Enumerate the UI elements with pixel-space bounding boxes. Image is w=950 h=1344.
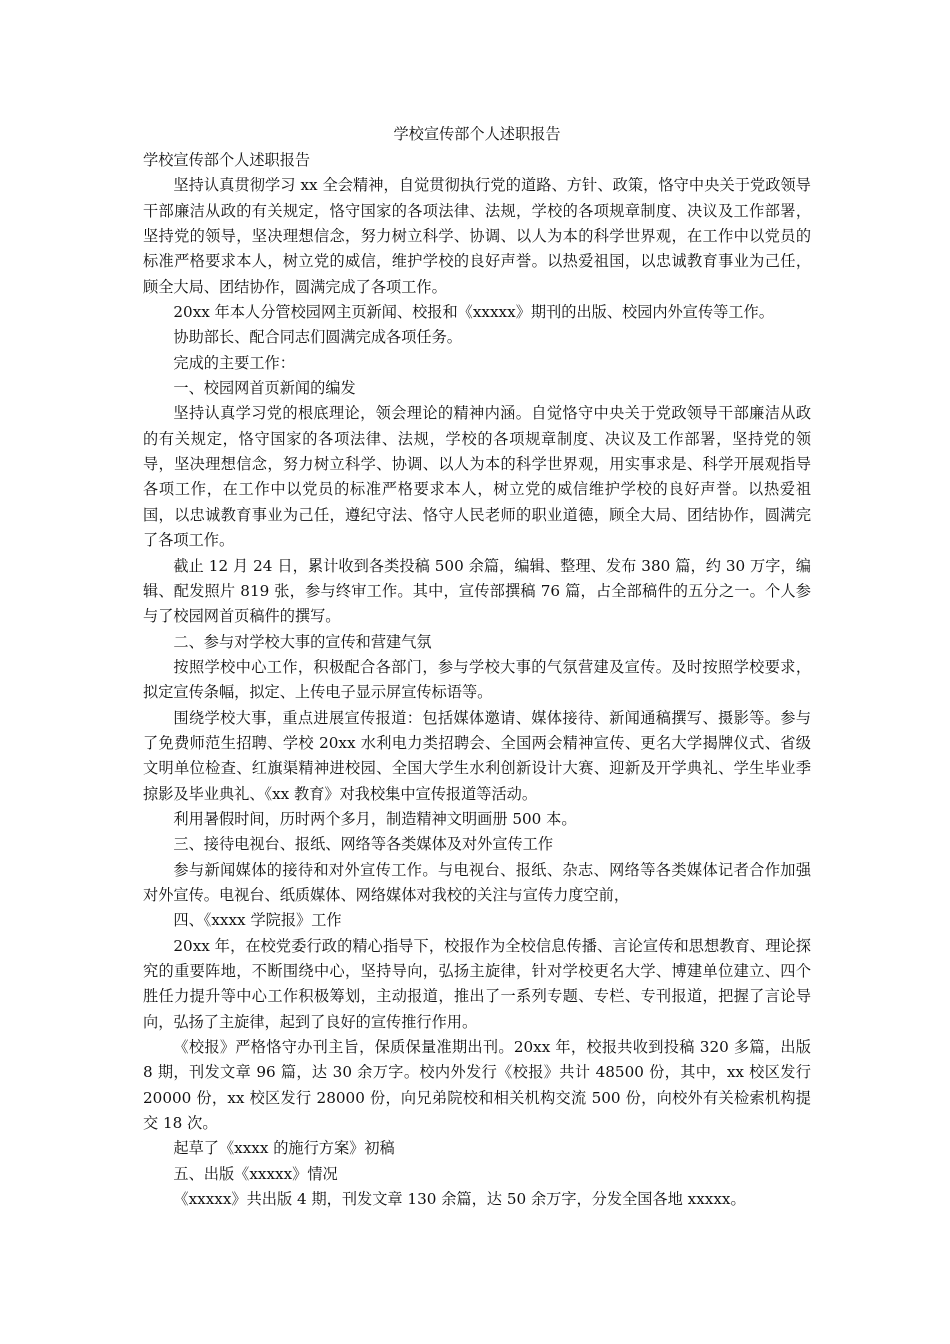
paragraph: 二、参与对学校大事的宣传和营建气氛 [173, 632, 432, 651]
paragraph: 围绕学校大事，重点进展宣传报道：包括媒体邀请、媒体接待、新闻通稿撰写、摄影等。参与了免费师范生招聘、学校 20xx 水利电力类招聘会、全国两会精神宣传、更名大学揭牌仪式、省级文明单位检查、红旗渠精神进校园、全国大学生水利创新设计大赛、迎新及开学典礼、学生毕业季掠影及毕业典礼、《xx 教育》对我校集中宣传报道等活动。 [143, 708, 811, 803]
document-title: 学校宣传部个人述职报告 [393, 125, 561, 143]
paragraph: 一、校园网首页新闻的编发 [173, 379, 356, 398]
paragraph: 完成的主要工作： [173, 353, 295, 372]
paragraph-list [143, 148, 811, 1212]
paragraph: 五、出版《xxxxx》情况 [173, 1164, 338, 1183]
paragraph: 三、接待电视台、报纸、网络等各类媒体及对外宣传工作 [173, 835, 554, 854]
paragraph: 20xx 年本人分管校园网主页新闻、校报和《xxxxx》期刊的出版、校园内外宣传等工作。 [173, 303, 774, 322]
paragraph: 坚持认真学习党的根底理论，领会理论的精神内涵。自觉恪守中央关于党政领导干部廉洁从政的有关规定，恪守国家的各项法律、法规，学校的各项规章制度、决议及工作部署，坚持党的领导，坚决理想信念，努力树立科学、协调、以人为本的科学世界观，用实事求是、科学开展观指导各项工作，在工作中以党员的标准严格要求本人，树立党的威信维护学校的良好声誉。以热爱祖国，以忠诚教育事业为己任，遵纪守法、恪守人民老师的职业道德，顾全大局、团结协作，圆满完了各项工作。 [143, 404, 811, 550]
paragraph: 《xxxxx》共出版 4 期，刊发文章 130 余篇，达 50 余万字，分发全国各地 xxxxx。 [173, 1190, 746, 1209]
paragraph: 坚持认真贯彻学习 xx 全会精神，自觉贯彻执行党的道路、方针、政策，恪守中央关于党政领导干部廉洁从政的有关规定，恪守国家的各项法律、法规，学校的各项规章制度、决议及工作部署，坚持党的领导，坚决理想信念，努力树立科学、协调、以人为本的科学世界观，在工作中以党员的标准严格要求本人，树立党的威信，维护学校的良好声誉。以热爱祖国，以忠诚教育事业为己任，顾全大局、团结协作，圆满完成了各项工作。 [143, 176, 811, 296]
paragraph: 20xx 年，在校党委行政的精心指导下，校报作为全校信息传播、言论宣传和思想教育、理论探究的重要阵地，不断围绕中心，坚持导向，弘扬主旋律，针对学校更名大学、博建单位建立、四个胜任力提升等中心工作积极筹划，主动报道，推出了一系列专题、专栏、专刊报道，把握了言论导向，弘扬了主旋律，起到了良好的宣传推行作用。 [143, 936, 811, 1031]
document-body [143, 122, 811, 1212]
paragraph: 协助部长、配合同志们圆满完成各项任务。 [173, 328, 462, 347]
paragraph: 起草了《xxxx 的施行方案》初稿 [173, 1139, 395, 1158]
document-subtitle: 学校宣传部个人述职报告 [143, 151, 311, 169]
paragraph: 参与新闻媒体的接待和对外宣传工作。与电视台、报纸、杂志、网络等各类媒体记者合作加强对外宣传。电视台、纸质媒体、网络媒体对我校的关注与宣传力度空前， [143, 860, 811, 904]
paragraph: 利用暑假时间，历时两个多月，制造精神文明画册 500 本。 [173, 809, 577, 828]
paragraph: 按照学校中心工作，积极配合各部门，参与学校大事的气氛营建及宣传。及时按照学校要求，拟定宣传条幅，拟定、上传电子显示屏宣传标语等。 [143, 657, 811, 702]
paragraph: 截止 12 月 24 日，累计收到各类投稿 500 余篇，编辑、整理、发布 380 篇，约 30 万字，编辑、配发照片 819 张，参与终审工作。其中，宣传部撰稿 76 篇，占全部稿件的五分之一。个人参与了校园网首页稿件的撰写。 [143, 556, 811, 626]
paragraph: 四、《xxxx 学院报》工作 [173, 911, 342, 930]
paragraph: 《校报》严格恪守办刊主旨，保质保量准期出刊。20xx 年，校报共收到投稿 320 多篇，出版 8 期，刊发文章 96 篇，达 30 余万字。校内外发行《校报》共计 48500 份，其中，xx 校区发行 20000 份，xx 校区发行 28000 份，向兄弟院校和相关机构交流 500 份，向校外有关检索机构提交 18 次。 [143, 1038, 811, 1133]
